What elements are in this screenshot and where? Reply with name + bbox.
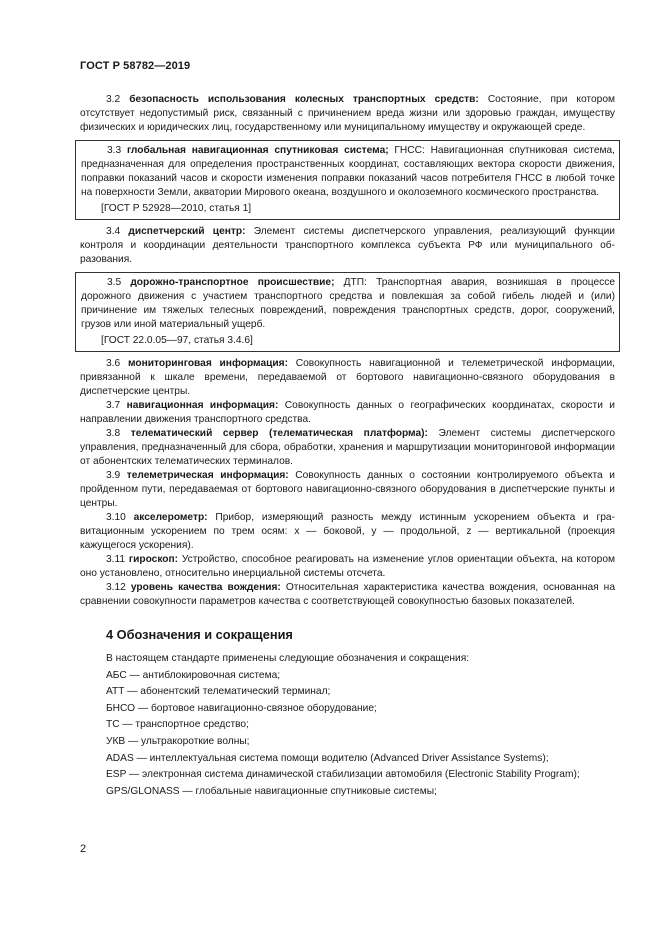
- abbreviation-item: АТТ — абонентский телематический терминал;: [106, 686, 331, 698]
- abbreviation-item: GPS/GLONASS — глобальные навигационные спутниковые системы;: [106, 785, 437, 797]
- abbreviation-item: БНСО — бортовое навигационно-связное оборудование;: [106, 702, 377, 714]
- abbreviation-item: АБС — антиблокировочная система;: [106, 669, 281, 681]
- definition-3-3: 3.3 глобальная навигационная спутниковая система; ГНСС: Навигационная спутниковая система, предназначенная для определения пространственных координат, составляющих вектора скорости движения, поправки показаний часов и скорости изменения поправки показаний часов потребителя ГНСС в любой точке на поверхности Земли, акватории Мирового океана, воздушного и околоземного космического пространства.: [81, 145, 615, 198]
- abbreviation-item: ESP — электронная система динамической стабилизации автомобиля (Electronic Stability Program);: [106, 769, 580, 781]
- abbreviation-item: ТС — транспортное средство;: [106, 719, 249, 731]
- definition-3-10: 3.10 акселерометр: Прибор, измеряющий разность между истинным ускорением объекта и гравитационным ускорением по трем осям: х — боковой, у — продольной, z — вертикальной (проекция кажущегося ускорения).: [80, 512, 615, 551]
- reference-3-3: [ГОСТ Р 52928—2010, статья 1]: [101, 203, 252, 214]
- definition-3-11: 3.11 гироскоп: Устройство, способное реагировать на изменение углов ориентации объекта, на котором оно установлено, относительно инерциальной системы отсчета.: [80, 554, 615, 579]
- definition-3-8: 3.8 телематический сервер (телематическая платформа): Элемент системы диспетчерского управления, предназначенный для сбора, обработки, хранения и маршрутизации мониторинговой информации от абонентских телематических терминалов.: [80, 428, 615, 467]
- abbreviation-item: УКВ — ультракороткие волны;: [106, 735, 250, 747]
- page-number: 2: [80, 843, 87, 855]
- abbreviation-item: ADAS — интеллектуальная система помощи водителю (Advanced Driver Assistance Systems);: [106, 752, 549, 764]
- definition-3-5: 3.5 дорожно-транспортное происшествие; ДТП: Транспортная авария, возникшая в процессе дорожного движения с участием транспортного средства и повлекшая за собой гибель людей и (или) причинение им тяжелых телесных повреждений, повреждения транспортных средств, дорог, сооружений, грузов или иной материальный ущерб.: [81, 277, 615, 330]
- section-4-heading: 4 Обозначения и сокращения: [106, 627, 293, 642]
- definition-3-2: 3.2 безопасность использования колесных транспортных средств: Состояние, при котором отсутствует недопустимый риск, связанный с причинением вреда жизни или здоровью граждан, имуществу физических и юридических лиц, государственному или муниципальному имуществу и окружающей среде.: [80, 94, 615, 133]
- definition-box-3-3: [75, 140, 620, 220]
- document-body: [80, 93, 615, 801]
- definition-3-4: 3.4 диспетчерский центр: Элемент системы диспетчерского управления, реализующий функции контроля и координации деятельности транспортного комплекса субъекта РФ или муниципального образования.: [80, 226, 615, 265]
- definition-3-9: 3.9 телеметрическая информация: Совокупность данных о состоянии контролируемого объекта и пройденном пути, передаваемая от бортового навигационно-связного оборудования в диспетчерские пункты и центры.: [80, 470, 615, 509]
- definition-box-3-5: [75, 272, 620, 352]
- definition-3-7: 3.7 навигационная информация: Совокупность данных о географических координатах, скорости и направлении движения транспортного средства.: [80, 400, 615, 425]
- definition-3-12: 3.12 уровень качества вождения: Относительная характеристика качества вождения, основанная на сравнении совокупности параметров качества с соответствующей совокупностью базовых показателей.: [80, 582, 615, 607]
- abbreviations-intro: В настоящем стандарте применены следующие обозначения и сокращения:: [106, 653, 470, 664]
- definition-3-6: 3.6 мониторинговая информация: Совокупность навигационной и телеметрической информации, привязанной к шкале времени, передаваемой от бортового навигационно-связного оборудования в диспетчерские центры.: [80, 358, 615, 397]
- abbreviations-list: [80, 652, 615, 799]
- document-header: ГОСТ Р 58782—2019: [80, 60, 191, 72]
- reference-3-5: [ГОСТ 22.0.05—97, статья 3.4.6]: [101, 335, 253, 346]
